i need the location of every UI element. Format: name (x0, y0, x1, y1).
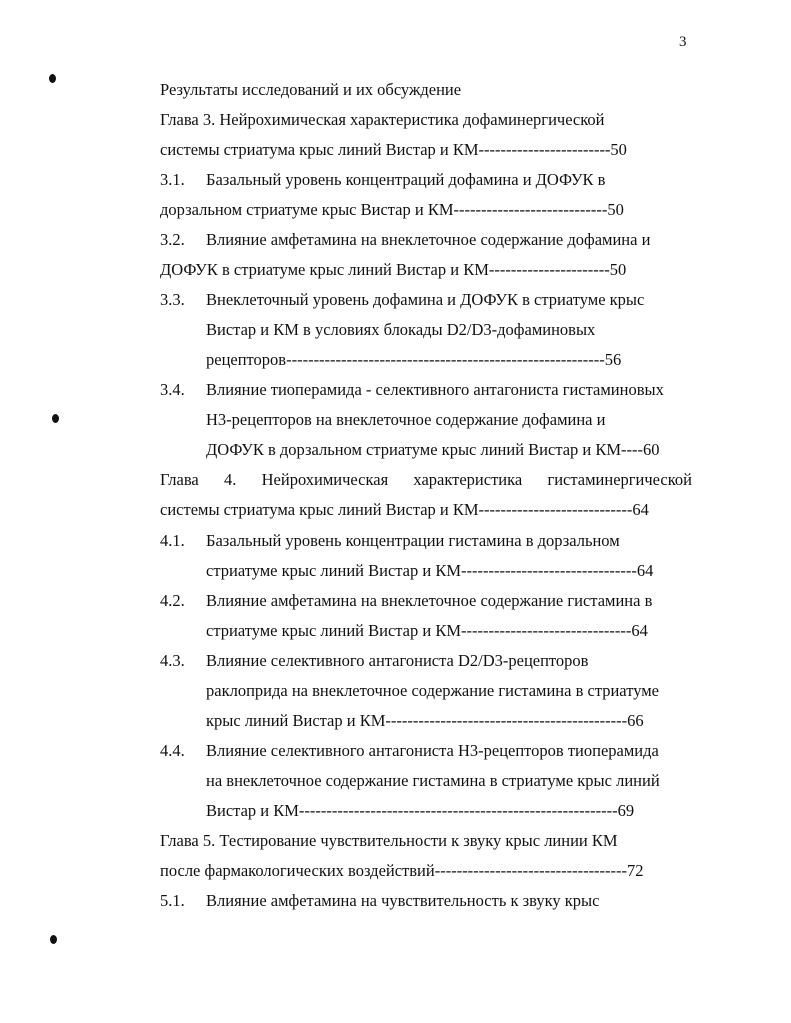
toc-line: Н3-рецепторов на внеклеточное содержание дофамина и (206, 410, 606, 429)
toc-line: на внеклеточное содержание гистамина в стриатуме крыс линий (206, 771, 660, 790)
toc-line: Вистар и КМ----------------------------------------------------------69 (206, 801, 635, 820)
toc-line: Вистар и КМ в условиях блокады D2/D3-дофаминовых (206, 320, 596, 339)
toc-line: рецепторов----------------------------------------------------------56 (206, 350, 622, 369)
toc-line: стриатуме крыс линий Вистар и КМ-------------------------------64 (206, 621, 648, 640)
toc-line: дорзальном стриатуме крыс Вистар и КМ----------------------------50 (160, 200, 624, 219)
toc-line: Глава 4. Нейрохимическая характеристика гистаминергической (160, 470, 692, 489)
toc-line: Результаты исследований и их обсуждение (160, 80, 462, 99)
toc-line: 3.1. Базальный уровень концентраций дофамина и ДОФУК в (160, 170, 606, 189)
toc-line: 4.1. Базальный уровень концентрации гистамина в дорзальном (160, 531, 620, 550)
toc-line: 5.1. Влияние амфетамина на чувствительность к звуку крыс (160, 891, 600, 910)
page-number: 3 (679, 34, 687, 50)
toc-line: Глава 3. Нейрохимическая характеристика дофаминергической (160, 110, 605, 129)
toc-line: 4.2. Влияние амфетамина на внеклеточное содержание гистамина в (160, 591, 653, 610)
toc-line: ДОФУК в дорзальном стриатуме крыс линий Вистар и КМ----60 (206, 440, 660, 459)
toc-line: 3.2. Влияние амфетамина на внеклеточное содержание дофамина и (160, 230, 651, 249)
toc-line: 3.4. Влияние тиоперамида - селективного антагониста гистаминовых (160, 380, 664, 399)
toc-line: стриатуме крыс линий Вистар и КМ--------------------------------64 (206, 561, 654, 580)
margin-dot-3 (50, 935, 57, 944)
toc-line: раклоприда на внеклеточное содержание гистамина в стриатуме (206, 681, 659, 700)
toc-line: ДОФУК в стриатуме крыс линий Вистар и КМ----------------------50 (160, 260, 627, 279)
toc-line: 3.3. Внеклеточный уровень дофамина и ДОФУК в стриатуме крыс (160, 290, 645, 309)
toc-line: крыс линий Вистар и КМ--------------------------------------------66 (206, 711, 644, 730)
toc-line: системы стриатума крыс линий Вистар и КМ----------------------------64 (160, 500, 649, 519)
toc-line: 4.4. Влияние селективного антагониста Н3-рецепторов тиоперамида (160, 741, 659, 760)
toc-line: после фармакологических воздействий-----------------------------------72 (160, 861, 644, 880)
toc-line: 4.3. Влияние селективного антагониста D2/D3-рецепторов (160, 651, 589, 670)
margin-dot-2 (52, 414, 59, 423)
toc-line: системы стриатума крыс линий Вистар и КМ------------------------50 (160, 140, 627, 159)
toc-line: Глава 5. Тестирование чувствительности к звуку крыс линии КМ (160, 831, 618, 850)
margin-dot-1 (49, 74, 56, 83)
